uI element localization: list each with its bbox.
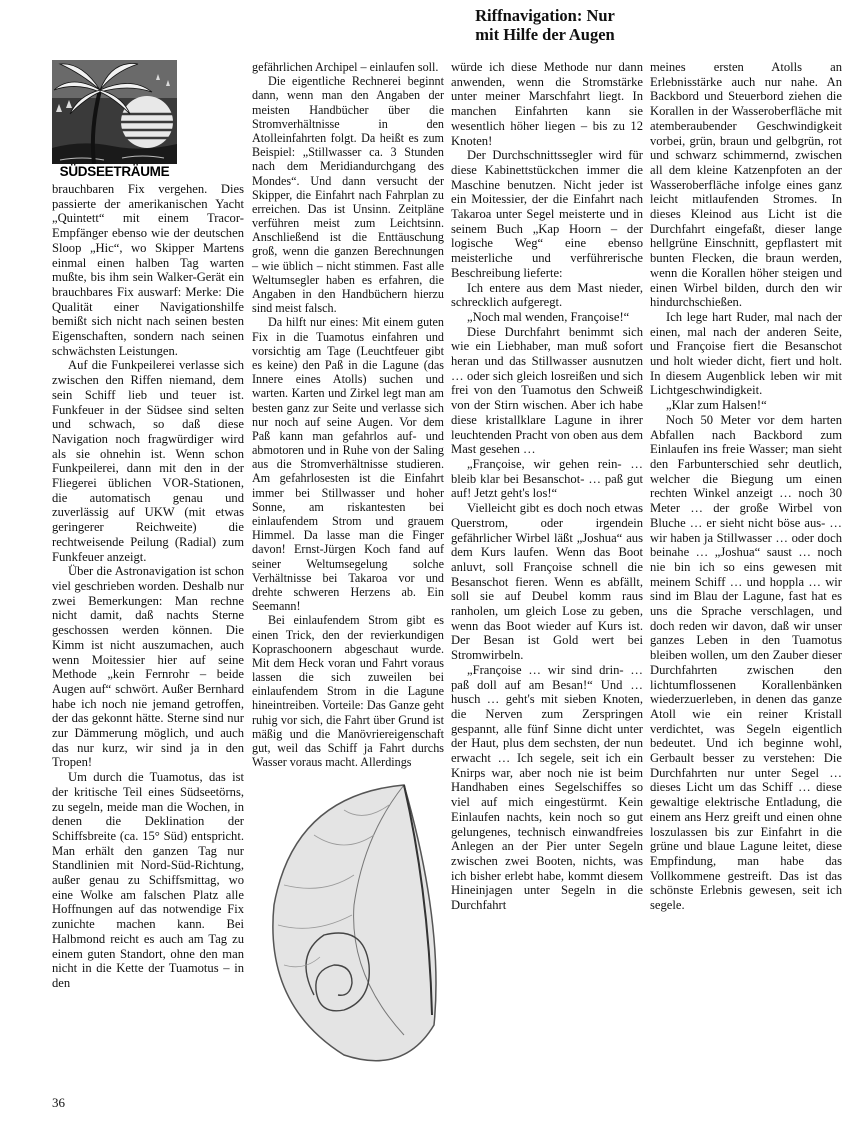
suedseetraeume-logo [52,60,177,180]
text-column-4 [650,60,842,913]
paragraph: brauchbaren Fix vergehen. Dies passierte der amerikanischen Yacht „Quintett“ mit einem Tracor-Empfänger ebenso wie der deutschen Sloop „Hic“, wo Skipper Martens einmal einen halben Tag warten mußte, bis ihm sein Walker-Gerät ein brauchbares Fix auswarf: Merke: Die Qualität einer Navigationshilfe bemißt sich nicht nach seinen besten Eigenschaften, sondern nach seinen schwächsten Leistungen. [52,182,244,358]
paragraph: Bei einlaufendem Strom gibt es einen Trick, den der revierkundigen Kopraschoonern abgeschaut wurde. Mit dem Heck voran und Fahrt voraus lassen die sich zuweilen bei einlaufendem Strom in die Lagune hineintreiben. Vorteile: Das Ganze geht ruhig vor sich, die Fahrt über Grund ist mäßig und die Manövriereigenschaft gut, weil das Schiff ja Fahrt durchs Wasser voraus macht. Allerdings [252,613,444,770]
nautilus-shell-image [254,775,444,1075]
paragraph: „Françoise … wir sind drin- … paß doll auf am Besan!“ Und … husch … geht's mit sieben Knoten, die Nerven zum Zerspringen gespannt, alle fünf Sinne dicht unter der Haut, plus dem sechsten, der nun erwacht … Ich segele, seit ich ein Knirps war, aber noch nie ist beim Handhaben eines Segelschiffes so viel auf mich eingestürmt. Kein Einlaufen nachts, kein noch so gut gelungenes, technisch einwandfreies Anlegen an der Pier unter Segeln zwischen zwei Booten, nichts, was ich bisher erlebt habe, kommt diesem Hineinjagen unter Segeln in die Durchfahrt [451,662,643,913]
paragraph: „Noch mal wenden, Françoise!“ [467,309,630,324]
text-column-1 [52,60,244,991]
paragraph: „Françoise, wir gehen rein- … bleib klar bei Besanschot- … paß gut auf! Jetzt geht's los!“ [451,456,643,501]
paragraph: „Klar zum Halsen!“ [666,398,767,413]
paragraph: Ich lege hart Ruder, mal nach der einen, mal nach der anderen Seite, und Françoise fiert die Besanschot und holt wieder dicht, fiert und holt. In diesem Augenblick leben wir mit Lichtgeschwindigkeit. [650,309,842,398]
paragraph: meines ersten Atolls an Erlebnisstärke auch nur nahe. An Backbord und Steuerbord ziehen die Korallen in der Wasseroberfläche mit atemberaubender Geschwindigkeit vorbei, grün, braun und gelbgrün, rot und schwarz schimmernd, zwischen all dem kleine Katzenpfoten an der Wasseroberfläche infolge eines ganz leicht mitlaufenden Stromes. In dieses Kleinod aus Licht ist die Durchfahrt eingefaßt, dieser lange hellgrüne Einschnitt, gepflastert mit bunten Flecken, die braun werden, wenn die Korallen höher steigen und einen Wirbel bilden, durch den wir hindurchschießen. [650,60,842,310]
paragraph: würde ich diese Methode nur dann anwenden, wenn die Stromstärke unter meiner Marschfahrt liegt. In manchen Einfahrten kann sie wesentlich höher liegen – bis zu 12 Knoten! [451,60,643,148]
paragraph: Da hilft nur eines: Mit einem guten Fix in die Tuamotus einfahren und vorsichtig am Tage (Leuchtfeuer gibt es keine) den Paß in die Lagune (das Innere eines Atolls) suchen und warten. Karten und Zirkel legt man am besten ganz zur Seite und verlasse sich nur noch auf seine Augen. Vor dem Paß kann man gefahrlos auf- und abmotoren und in Ruhe von der Saling aus die Stromverhältnisse studieren. Am gefahrlosesten ist die Einfahrt immer bei Stillwasser und hoher Sonne, am riskantesten bei einlaufendem Strom und grauem Himmel. Da lasse man die Finger davon! Ernst-Jürgen Koch fand auf seiner Weltumsegelung solche Verhältnisse bei Takaroa vor und drehte schweren Herzens ab. Ein Seemann! [252,315,444,614]
palm-sunset-icon [52,60,177,164]
paragraph: Noch 50 Meter vor dem harten Abfallen nach Backbord zum Einlaufen ins freie Wasser; man sieht den Farbunterschied sehr deutlich, welcher die Biegung um einen rechten Winkel anzeigt … noch 30 Meter … der große Wirbel von Bluche … er sieht nicht böse aus- … wir haben ja Stillwasser … oder doch beinahe … „Joshua“ saust … noch nie bin ich so eins gewesen mit meinem Schiff … und hoppla … wir sind im Blau der Lagune, fast hat es uns die Sprache verschlagen, und doch reden wir davon, daß wir unser ganzes Leben in den Tuamotus bleiben wollen, um den Zauber dieser Durchfahrten zwischen den lichtumflossenen Korallenbänken wiederzuerleben, in denen das ganze Atoll wie ein reiner Kristall verdichtet, was Segeln eigentlich bedeutet. Und ich beginne wohl, Gerbault besser zu verstehen: Die Durchfahrten nur unter Segel … dieses Licht um das Schiff … diese gewaltige elektrische Entladung, die einem ans Herz greift und einen ohne loszulassen bis zur Einfahrt in die grüne und blaue Lagune leitet, diese Empfindung, man habe das Vollkommene gestreift. Das ist das schönste Erlebnis gewesen, seit ich segele. [650,412,842,913]
paragraph: Über die Astronavigation ist schon viel geschrieben worden. Deshalb nur zwei Bemerkungen: Man rechne nicht damit, daß nachts Sterne geschossen werden können. Die Kimm ist nicht auszumachen, auch wenn Moitessier hier auf seine Methode „kein Fernrohr – beide Augen auf“ schwört. Außer Bernhard habe ich noch nie jemand getroffen, der das gekonnt hätte. Sterne sind nur zur Dämmerung möglich, und auch das nur kurz, wir sind ja in den Tropen! [52,564,244,770]
paragraph: Auf die Funkpeilerei verlasse sich zwischen den Riffen niemand, dem sein Schiff lieb und teuer ist. Funkfeuer in der Südsee sind selten und schwach, so daß diese Navigation noch fragwürdiger wird als sie ohnehin ist. Wenn schon Funkpeilerei, dann mit den in der Fliegerei üblichen VOR-Stationen, die automatisch genau und zuverlässig auf UKW (mit etwas geringerer Reichweite) die rechtweisende Peilung (Radial) zum Funkfeuer anzeigt. [52,358,244,564]
article-headline [440,6,650,44]
headline-line-1: Riffnavigation: Nur [475,6,615,25]
text-column-3 [451,60,643,913]
nautilus-shell-icon [254,775,444,1075]
paragraph: Vielleicht gibt es doch noch etwas Querstrom, oder irgendein gefährlicher Wirbel läßt „Joshua“ aus dem Kurs laufen. Wenn das Boot anluvt, soll Françoise schnell die Besanschot fieren. Wenn es abfällt, soll sie auf Deubel komm raus ranholen, um gleich Lose zu geben, wenn das Boot wieder auf Kurs ist. Der Besan ist Gold wert bei Stromwirbeln. [451,501,643,663]
paragraph: Um durch die Tuamotus, das ist der kritische Teil eines Südseetörns, zu segeln, meide man die Wochen, in denen die Deklination der Schiffsbreite (ca. 15° Süd) entspricht. Man erhält den ganzen Tag nur Standlinien mit Nord-Süd-Richtung, außer genau zu Schiffsmittag, wo eine Wolke am falschen Platz alle Hoffnungen auf das notwendige Fix zunichte machen kann. Bei Halbmond reicht es auch am Tag zu einem guten Standort, ohne den man nicht in die Kette der Tuamotus – in den [52,770,244,990]
page-number: 36 [52,1095,65,1110]
text-column-2 [252,60,444,1075]
paragraph: gefährlichen Archipel – einlaufen soll. [252,60,439,74]
paragraph: Diese Durchfahrt benimmt sich wie ein Liebhaber, man muß sofort heran und das Stillwasser ausnutzen … oder sich gleich losreißen und sich frei von den Tuamotus den Schweiß von der Stirn wischen. Aber ich habe diese kristallklare Lagune in ihrer leuchtenden Pracht von oben aus dem Mast gesehen … [451,324,643,457]
headline-line-2: mit Hilfe der Augen [475,25,615,44]
paragraph: Der Durchschnittssegler wird für diese Kabinettstückchen immer die Maschine benutzen. Nicht jeder ist ein Moitessier, der die Einfahrt nach Takaroa unter Segel meisterte und in seinem Buch „Kap Hoorn – der logische Weg“ eine ebenso meisterliche und verführerische Beschreibung lieferte: [451,148,643,280]
logo-text: SÜDSEETRÄUME [59,164,170,179]
paragraph: Die eigentliche Rechnerei beginnt dann, wenn man den Angaben der meisten Handbücher über die Stromverhältnisse in den Atolleinfahrten folgt. Da heißt es zum Beispiel: „Stillwasser ca. 3 Stunden nach dem Meridiandurchgang des Mondes“. Und dann versucht der Skipper, die Einfahrt nach Fahrplan zu erreichen. Das ist Unsinn. Zeitpläne verführen meist zum Leichtsinn. Anschließend ist die Enttäuschung groß, wenn die ganzen Berechnungen – wie üblich – nicht stimmen. Fast alle Weltumsegler haben es erfahren, die Angaben in den Handbüchern hierzu sind meist falsch. [252,74,444,316]
paragraph: Ich entere aus dem Mast nieder, schrecklich aufgeregt. [451,280,643,310]
